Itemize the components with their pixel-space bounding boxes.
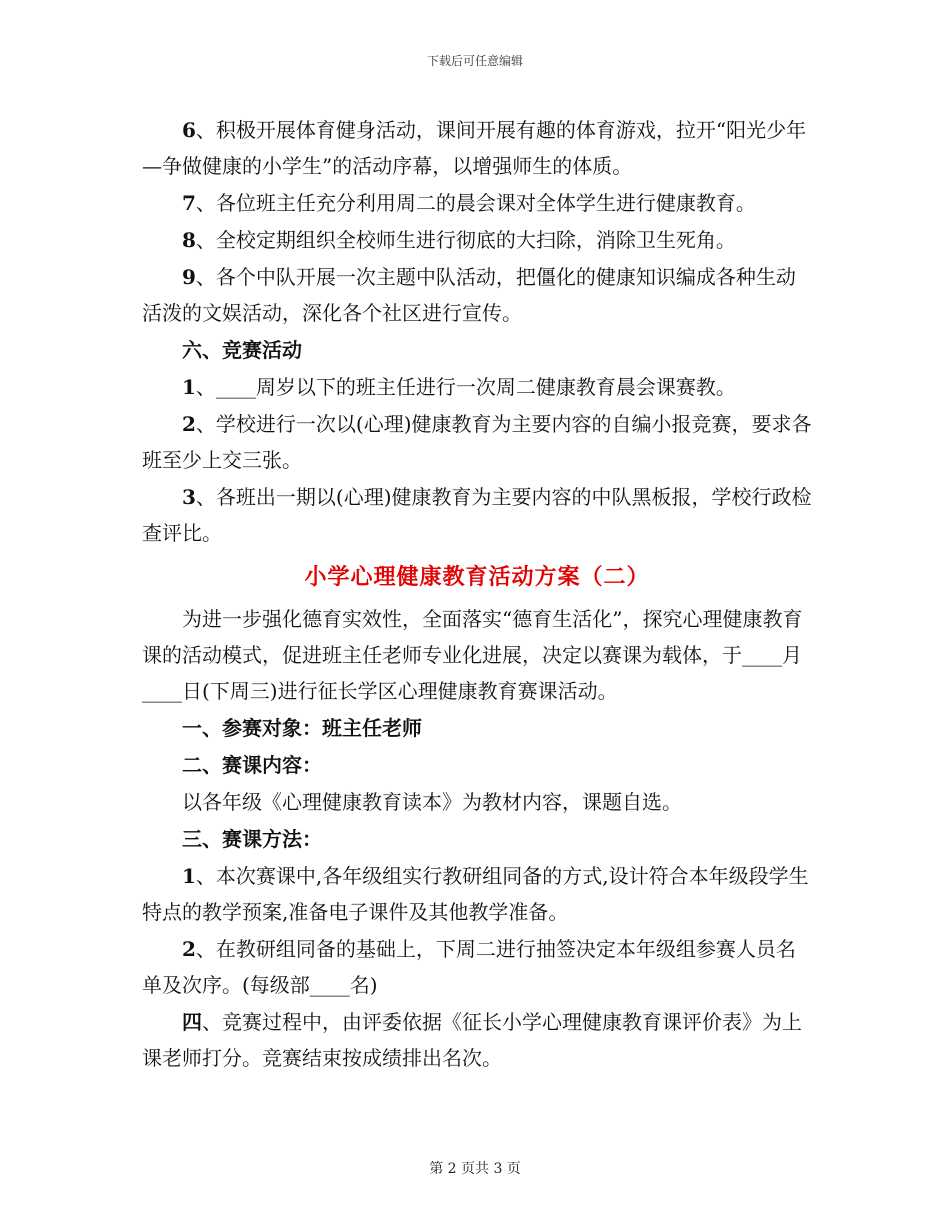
section-heading-competition: 六、竞赛活动 — [182, 338, 302, 362]
item-text: 、各班出一期以(心理)健康教育为主要内容的中队黑板报，学校行政检查评比。 — [142, 485, 812, 545]
item-number: 9 — [182, 265, 196, 289]
item-number: 四 — [182, 1010, 202, 1034]
item-text: 、学校进行一次以(心理)健康教育为主要内容的自编小报竞赛，要求各班至少上交三张。 — [142, 412, 812, 472]
list-item — [142, 1004, 812, 1076]
list-item — [142, 112, 812, 184]
item-text: 、本次赛课中,各年级组实行教研组同备的方式,设计符合本年级段学生特点的教学预案,准备电子课件及其他教学准备。 — [142, 864, 809, 924]
item-text: 、竞赛过程中，由评委依据《征长小学心理健康教育课评价表》为上课老师打分。竞赛结束按成绩排出名次。 — [142, 1010, 802, 1070]
section-heading-participants: 一、参赛对象：班主任老师 — [182, 716, 422, 740]
page-footer: 第 2 页共 3 页 — [429, 1161, 521, 1177]
item-number: 2 — [182, 937, 196, 961]
item-number: 3 — [182, 485, 196, 509]
page-header: 下载后可任意编辑 — [426, 54, 523, 68]
item-number: 1 — [182, 864, 196, 888]
section-heading-method: 三、赛课方法： — [182, 827, 322, 851]
list-item — [142, 185, 812, 221]
list-item — [142, 222, 812, 258]
item-number: 6 — [182, 118, 196, 142]
item-text: 、全校定期组织全校师生进行彻底的大扫除，消除卫生死角。 — [195, 228, 736, 252]
list-item — [142, 931, 812, 1003]
item-number: 2 — [182, 412, 196, 436]
item-text: 、积极开展体育健身活动，课间开展有趣的体育游戏，拉开“阳光少年—争做健康的小学生”的活动序幕，以增强师生的体质。 — [142, 118, 807, 178]
item-text: 、各位班主任充分利用周二的晨会课对全体学生进行健康教育。 — [195, 191, 756, 215]
list-item — [142, 259, 812, 331]
intro-paragraph: 为进一步强化德育实效性，全面落实“德育生活化”，探究心理健康教育课的活动模式，促进班主任老师专业化进展，决定以赛课为载体，于____月____日(下周三)进行征长学区心理健康教育赛课活动。 — [142, 607, 803, 703]
list-item — [142, 406, 812, 478]
item-text: 、____周岁以下的班主任进行一次周二健康教育晨会课赛教。 — [195, 375, 736, 399]
document-title: 小学心理健康教育活动方案（二） — [304, 564, 650, 590]
document-body — [142, 112, 812, 1077]
item-number: 7 — [182, 191, 196, 215]
item-text: 、在教研组同备的基础上，下周二进行抽签决定本年级组参赛人员名单及次序。(每级部____名) — [142, 937, 796, 997]
content-paragraph: 以各年级《心理健康教育读本》为教材内容，课题自选。 — [182, 790, 682, 814]
item-number: 8 — [182, 228, 196, 252]
item-number: 1 — [182, 375, 196, 399]
list-item — [142, 369, 812, 405]
item-text: 、各个中队开展一次主题中队活动，把僵化的健康知识编成各种生动活泼的文娱活动，深化各个社区进行宣传。 — [142, 265, 796, 325]
section-heading-content: 二、赛课内容： — [182, 753, 322, 777]
list-item — [142, 858, 812, 930]
list-item — [142, 479, 812, 551]
